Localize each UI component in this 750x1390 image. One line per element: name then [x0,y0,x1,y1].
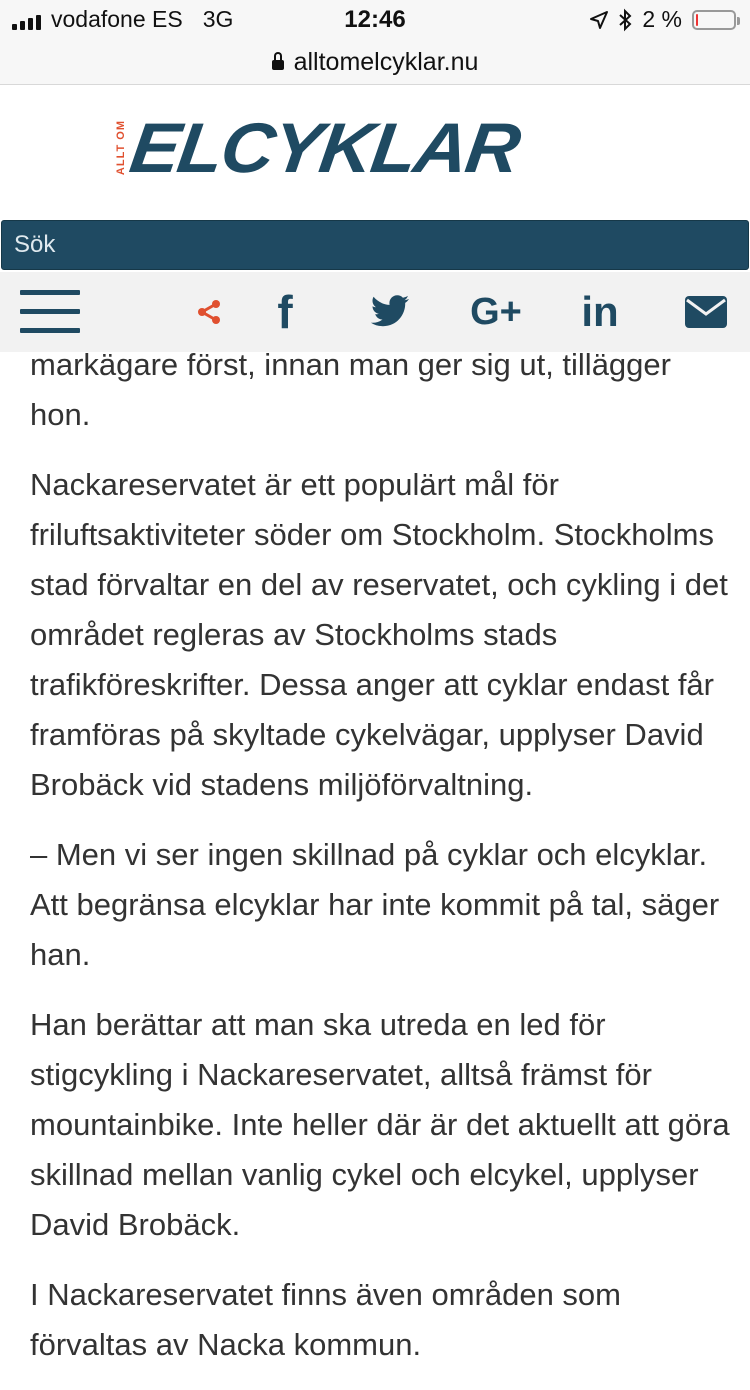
linkedin-icon[interactable] [578,290,622,334]
carrier-name: vodafone ES [51,6,183,32]
email-icon[interactable] [684,290,728,334]
article-viewport [0,347,750,1362]
facebook-icon[interactable] [268,286,302,338]
lock-icon [272,60,284,70]
clock: 12:46 [344,6,406,33]
article-paragraph: – Men vi ser ingen skillnad på cyklar och elcyklar. Att begränsa elcyklar har inte kommit på tal, säger han. [30,837,720,972]
facebook-glyph: f [277,286,293,338]
site-logo[interactable] [115,108,524,187]
search-input[interactable] [1,220,749,270]
share-icon[interactable] [194,290,224,334]
location-arrow-icon [590,11,608,29]
article-paragraph: I Nackareservatet finns även områden som förvaltas av Nacka kommun. [30,1277,621,1362]
article-paragraph: Han berättar att man ska utreda en led för stigcykling i Nackareservatet, alltså främst för mountainbike. Inte heller där är det aktuellt att göra skillnad mellan vanlig cykel och elcykel, upplyser David Brobäck. [30,1007,730,1242]
battery-icon [692,10,736,30]
menu-icon[interactable] [20,290,80,334]
linkedin-glyph: in [581,288,619,335]
logo-tagline: ALLT OM [115,120,127,176]
article-body [30,340,730,1390]
bluetooth-icon [618,9,632,31]
network-type: 3G [202,6,234,32]
url-text[interactable]: alltomelcyklar.nu [293,47,479,76]
search-placeholder: Sök [14,231,56,258]
site-header [0,85,750,218]
logo-wordmark: ELCYKLAR [125,108,524,187]
google-plus-glyph: G+ [470,290,522,333]
twitter-icon[interactable] [369,290,413,334]
battery-percent: 2 % [642,6,682,32]
url-bar[interactable] [0,40,750,85]
status-bar [0,0,750,40]
article-paragraph: markägare först, innan man ger sig ut, tillägger hon. [30,347,671,432]
article-paragraph: Nackareservatet är ett populärt mål för friluftsaktiviteter söder om Stockholm. Stockholms stad förvaltar en del av reservatet, och cykling i det området regleras av Stockholms stads trafikföreskrifter. Dessa anger att cyklar endast får framföras på skyltade cykelvägar, upplyser David Brobäck vid stadens miljöförvaltning. [30,467,728,802]
google-plus-icon[interactable] [466,290,526,334]
status-right [590,6,736,33]
